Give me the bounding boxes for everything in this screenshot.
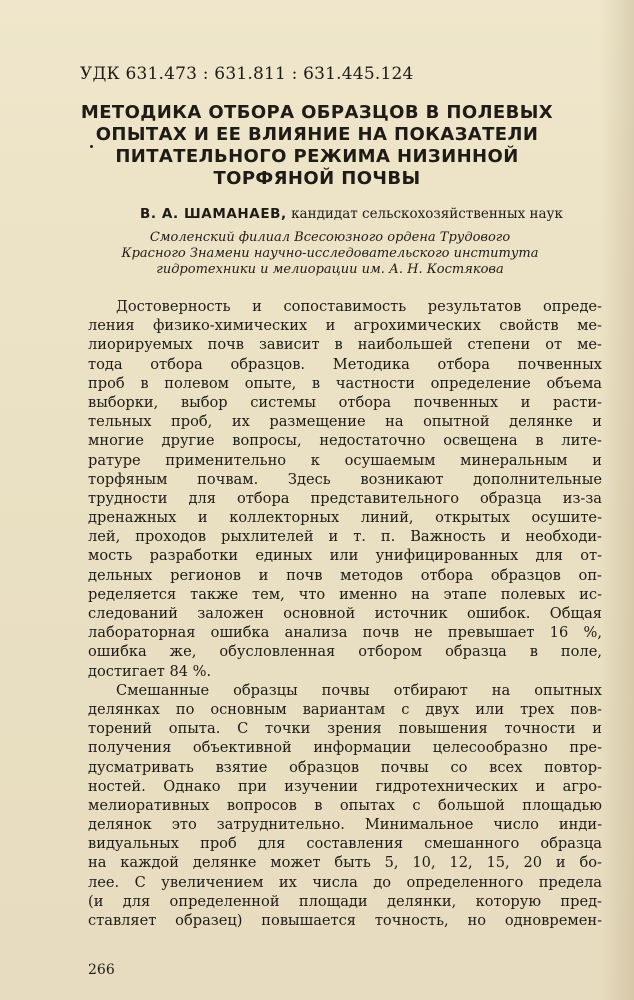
text-line: торений опыта. С точки зрения повышения точности и: [88, 720, 602, 738]
text-line: лее. С увеличением их числа до определенного предела: [88, 873, 602, 891]
text-line: ставляет образец) повышается точность, но одновремен-: [88, 912, 602, 929]
text-line: Достоверность и сопоставимость результатов опреде-: [116, 298, 602, 315]
text-line: получения объективной информации целесообразно пре-: [88, 739, 602, 757]
title-line: ПИТАТЕЛЬНОГО РЕЖИМА НИЗИННОЙ: [115, 146, 519, 167]
udc-code: УДК 631.473 : 631.811 : 631.445.124: [80, 64, 414, 84]
text-line: дренажных и коллекторных линий, открытых осушите-: [88, 509, 602, 527]
page-number: 266: [88, 962, 115, 978]
text-line: ратуре применительно к осушаемым минеральным и: [88, 451, 602, 469]
text-line: ностей. Однако при изучении гидротехнических и агро-: [88, 777, 602, 795]
author-name: В. А. ШАМАНАЕВ,: [140, 206, 287, 222]
text-line: тельных проб, их размещение на опытной делянке и: [88, 413, 602, 431]
text-line: ределяется также тем, что именно на этапе полевых ис-: [88, 585, 602, 603]
author-degree: кандидат сельскохозяйственных наук: [291, 206, 563, 222]
text-line: достигает 84 %.: [88, 662, 212, 680]
text-line: лей, проходов рыхлителей и т. п. Важность и необходи-: [88, 528, 602, 546]
text-line: (и для определенной площади делянки, которую пред-: [88, 892, 602, 910]
text-line: мелиоративных вопросов в опытах с большой площадью: [88, 796, 602, 814]
text-line: Смешанные образцы почвы отбирают на опытных: [116, 681, 602, 699]
text-line: лабораторная ошибка анализа почв не превышает 16 %,: [88, 624, 602, 642]
text-line: лиорируемых почв зависит в наибольшей степени от ме-: [88, 336, 602, 354]
affiliation-line: гидротехники и мелиорации им. А. Н. Костякова: [156, 262, 504, 277]
affiliation-line: Смоленский филиал Всесоюзного ордена Трудового: [149, 230, 511, 245]
text-line: видуальных проб для составления смешанного образца: [88, 835, 602, 853]
text-line: торфяным почвам. Здесь возникают дополнительные: [88, 470, 602, 488]
text-line: делянок это затруднительно. Минимальное число инди-: [88, 816, 602, 834]
text-line: дусматривать взятие образцов почвы со всех повтор-: [88, 758, 602, 776]
text-line: проб в полевом опыте, в частности определение объема: [88, 374, 602, 392]
text-line: следований заложен основной источник ошибок. Общая: [88, 605, 602, 622]
article-title: [70, 102, 564, 190]
text-line: трудности для отбора представительного образца из-за: [88, 489, 602, 507]
title-line: ТОРФЯНОЙ ПОЧВЫ: [213, 168, 421, 189]
title-line: ОПЫТАХ И ЕЕ ВЛИЯНИЕ НА ПОКАЗАТЕЛИ: [95, 124, 539, 145]
author-line: [140, 206, 563, 222]
text-line: дельных регионов и почв методов отбора образцов оп-: [88, 566, 602, 584]
article-body: [88, 297, 602, 930]
text-line: мость разработки единых или унифицированных для от-: [88, 547, 602, 565]
text-line: на каждой делянке может быть 5, 10, 12, 15, 20 и бо-: [88, 854, 602, 872]
text-line: ошибка же, обусловленная отбором образца в поле,: [88, 643, 602, 661]
affiliation-line: Красного Знамени научно-исследовательского института: [121, 246, 539, 261]
text-line: тода отбора образцов. Методика отбора почвенных: [88, 355, 602, 373]
text-line: ления физико-химических и агрохимических свойств ме-: [88, 317, 602, 335]
text-line: делянках по основным вариантам с двух или трех пов-: [88, 700, 602, 718]
text-line: многие другие вопросы, недостаточно освещена в лите-: [88, 432, 602, 450]
title-line: МЕТОДИКА ОТБОРА ОБРАЗЦОВ В ПОЛЕВЫХ: [80, 102, 554, 123]
author-affiliation: [120, 230, 540, 278]
text-line: выборки, выбор системы отбора почвенных и расти-: [88, 393, 602, 411]
